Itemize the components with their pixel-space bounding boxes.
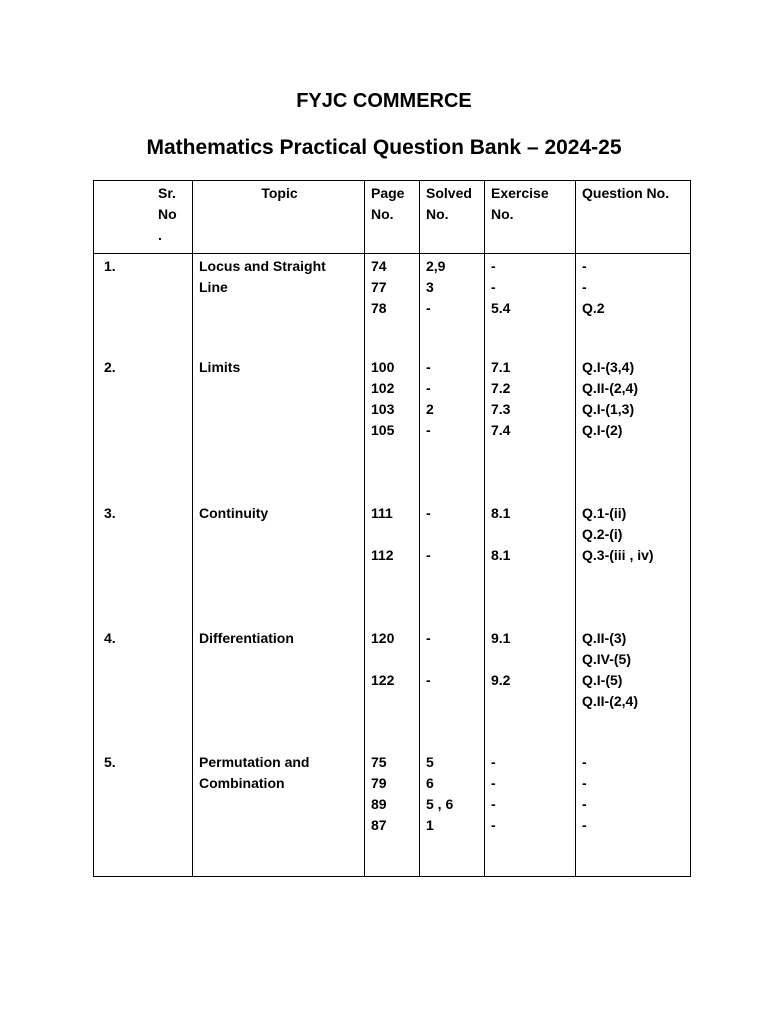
column-header-question-no: Question No. bbox=[576, 181, 691, 254]
page-no-cell: 75 79 89 87 bbox=[365, 752, 420, 877]
sr-no-cell: 4. bbox=[94, 628, 193, 752]
table-row bbox=[94, 503, 691, 628]
exercise-no-cell: - - - - bbox=[485, 752, 576, 877]
sr-no-cell: 2. bbox=[94, 357, 193, 503]
document-subtitle: Mathematics Practical Question Bank – 2024-25 bbox=[146, 136, 622, 159]
page-no-cell: 100 102 103 105 bbox=[365, 357, 420, 503]
page-no-cell: 111 112 bbox=[365, 503, 420, 628]
topic-cell: Permutation and Combination bbox=[193, 752, 365, 877]
topic-cell: Continuity bbox=[193, 503, 365, 628]
column-header-solved-no: Solved No. bbox=[420, 181, 485, 254]
solved-no-cell: 2,9 3 - bbox=[420, 254, 485, 357]
column-header-sr-no: Sr. No . bbox=[94, 181, 193, 254]
sr-no-cell: 3. bbox=[94, 503, 193, 628]
solved-no-cell: - - bbox=[420, 628, 485, 752]
exercise-no-cell: - - 5.4 bbox=[485, 254, 576, 357]
table-row bbox=[94, 254, 691, 357]
exercise-no-cell: 9.1 9.2 bbox=[485, 628, 576, 752]
question-no-cell: Q.II-(3) Q.IV-(5) Q.I-(5) Q.II-(2,4) bbox=[576, 628, 691, 752]
question-no-cell: - - Q.2 bbox=[576, 254, 691, 357]
document-title: FYJC COMMERCE bbox=[296, 90, 472, 112]
solved-no-cell: - - 2 - bbox=[420, 357, 485, 503]
table-row bbox=[94, 752, 691, 877]
column-header-topic: Topic bbox=[193, 181, 365, 254]
solved-no-cell: 5 6 5 , 6 1 bbox=[420, 752, 485, 877]
sr-no-cell: 5. bbox=[94, 752, 193, 877]
page-no-cell: 120 122 bbox=[365, 628, 420, 752]
topic-cell: Locus and Straight Line bbox=[193, 254, 365, 357]
question-no-cell: Q.1-(ii) Q.2-(i) Q.3-(iii , iv) bbox=[576, 503, 691, 628]
topic-cell: Limits bbox=[193, 357, 365, 503]
page-no-cell: 74 77 78 bbox=[365, 254, 420, 357]
question-bank-table bbox=[93, 180, 691, 877]
question-no-cell: Q.I-(3,4) Q.II-(2,4) Q.I-(1,3) Q.I-(2) bbox=[576, 357, 691, 503]
sr-no-cell: 1. bbox=[94, 254, 193, 357]
exercise-no-cell: 7.1 7.2 7.3 7.4 bbox=[485, 357, 576, 503]
solved-no-cell: - - bbox=[420, 503, 485, 628]
topic-cell: Differentiation bbox=[193, 628, 365, 752]
column-header-exercise-no: Exercise No. bbox=[485, 181, 576, 254]
table-row bbox=[94, 357, 691, 503]
table-header-row bbox=[94, 181, 691, 254]
exercise-no-cell: 8.1 8.1 bbox=[485, 503, 576, 628]
table-row bbox=[94, 628, 691, 752]
question-no-cell: - - - - bbox=[576, 752, 691, 877]
column-header-page-no: Page No. bbox=[365, 181, 420, 254]
